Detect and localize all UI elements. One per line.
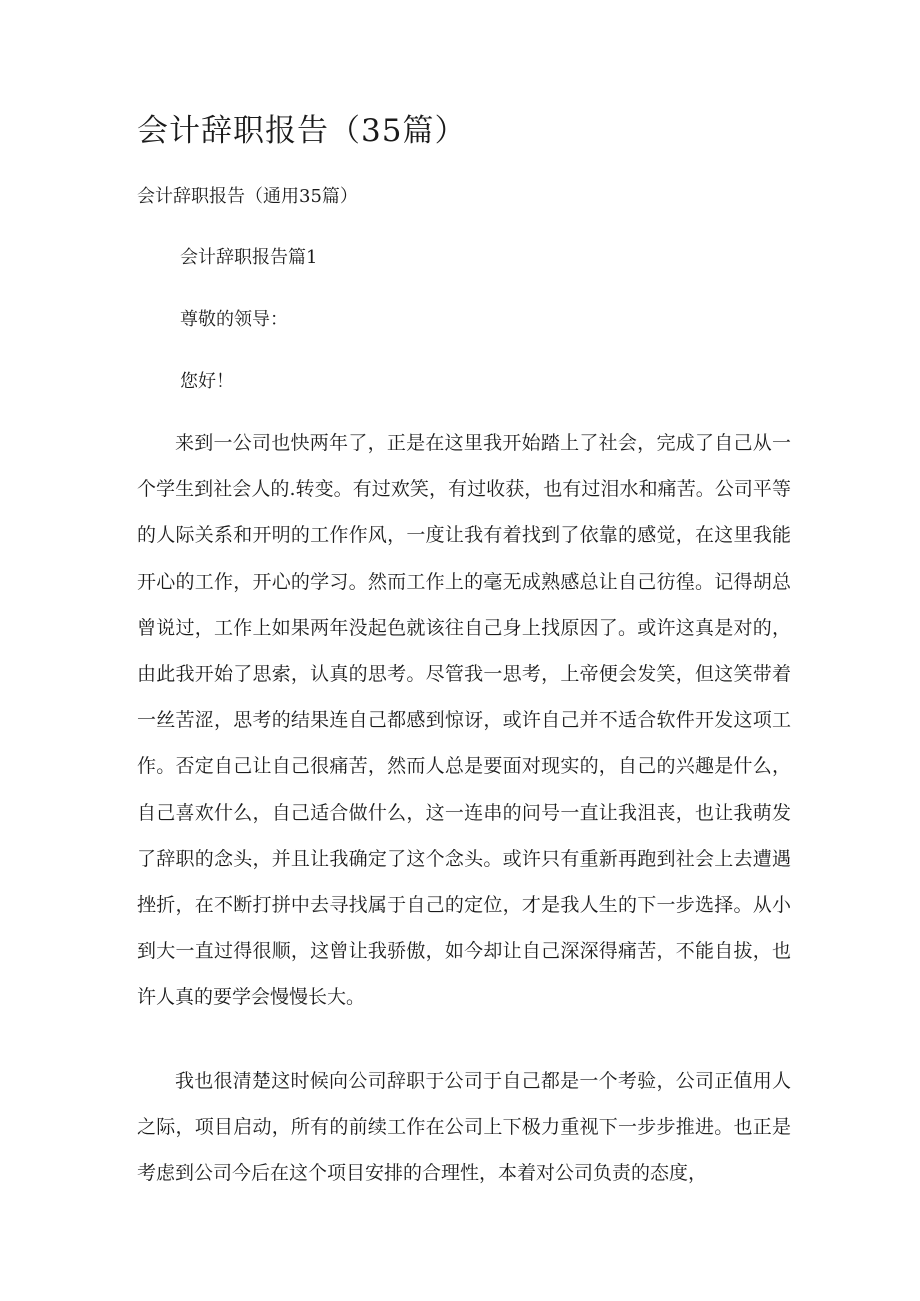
body-paragraph-1: 来到一公司也快两年了，正是在这里我开始踏上了社会，完成了自己从一个学生到社会人的.转变。有过欢笑，有过收获，也有过泪水和痛苦。公司平等的人际关系和开明的工作作风，一度让我有着找到了依靠的感觉，在这里我能开心的工作，开心的学习。然而工作上的毫无成熟感总让自己彷徨。记得胡总曾说过，工作上如果两年没起色就该往自己身上找原因了。或许这真是对的，由此我开始了思索，认真的思考。尽管我一思考，上帝便会发笑，但这笑带着一丝苦涩，思考的结果连自己都感到惊讶，或许自己并不适合软件开发这项工作。否定自己让自己很痛苦，然而人总是要面对现实的，自己的兴趣是什么，自己喜欢什么，自己适合做什么，这一连串的问号一直让我沮丧，也让我萌发了辞职的念头，并且让我确定了这个念头。或许只有重新再跑到社会上去遭遇挫折，在不断打拼中去寻找属于自己的定位，才是我人生的下一步选择。从小到大一直过得很顺，这曾让我骄傲，如今却让自己深深得痛苦，不能自拔，也许人真的要学会慢慢长大。 <box>137 432 791 1009</box>
document-subtitle: 会计辞职报告（通用35篇） <box>137 186 358 207</box>
section-heading: 会计辞职报告篇1 <box>180 247 318 268</box>
body-paragraph-2: 我也很清楚这时候向公司辞职于公司于自己都是一个考验，公司正值用人之际，项目启动，所有的前续工作在公司上下极力重视下一步步推进。也正是考虑到公司今后在这个项目安排的合理性，本着对公司负责的态度， <box>137 1070 791 1185</box>
document-title: 会计辞职报告（35篇） <box>137 113 467 149</box>
salutation: 尊敬的领导： <box>180 309 288 330</box>
greeting: 您好！ <box>180 371 234 392</box>
